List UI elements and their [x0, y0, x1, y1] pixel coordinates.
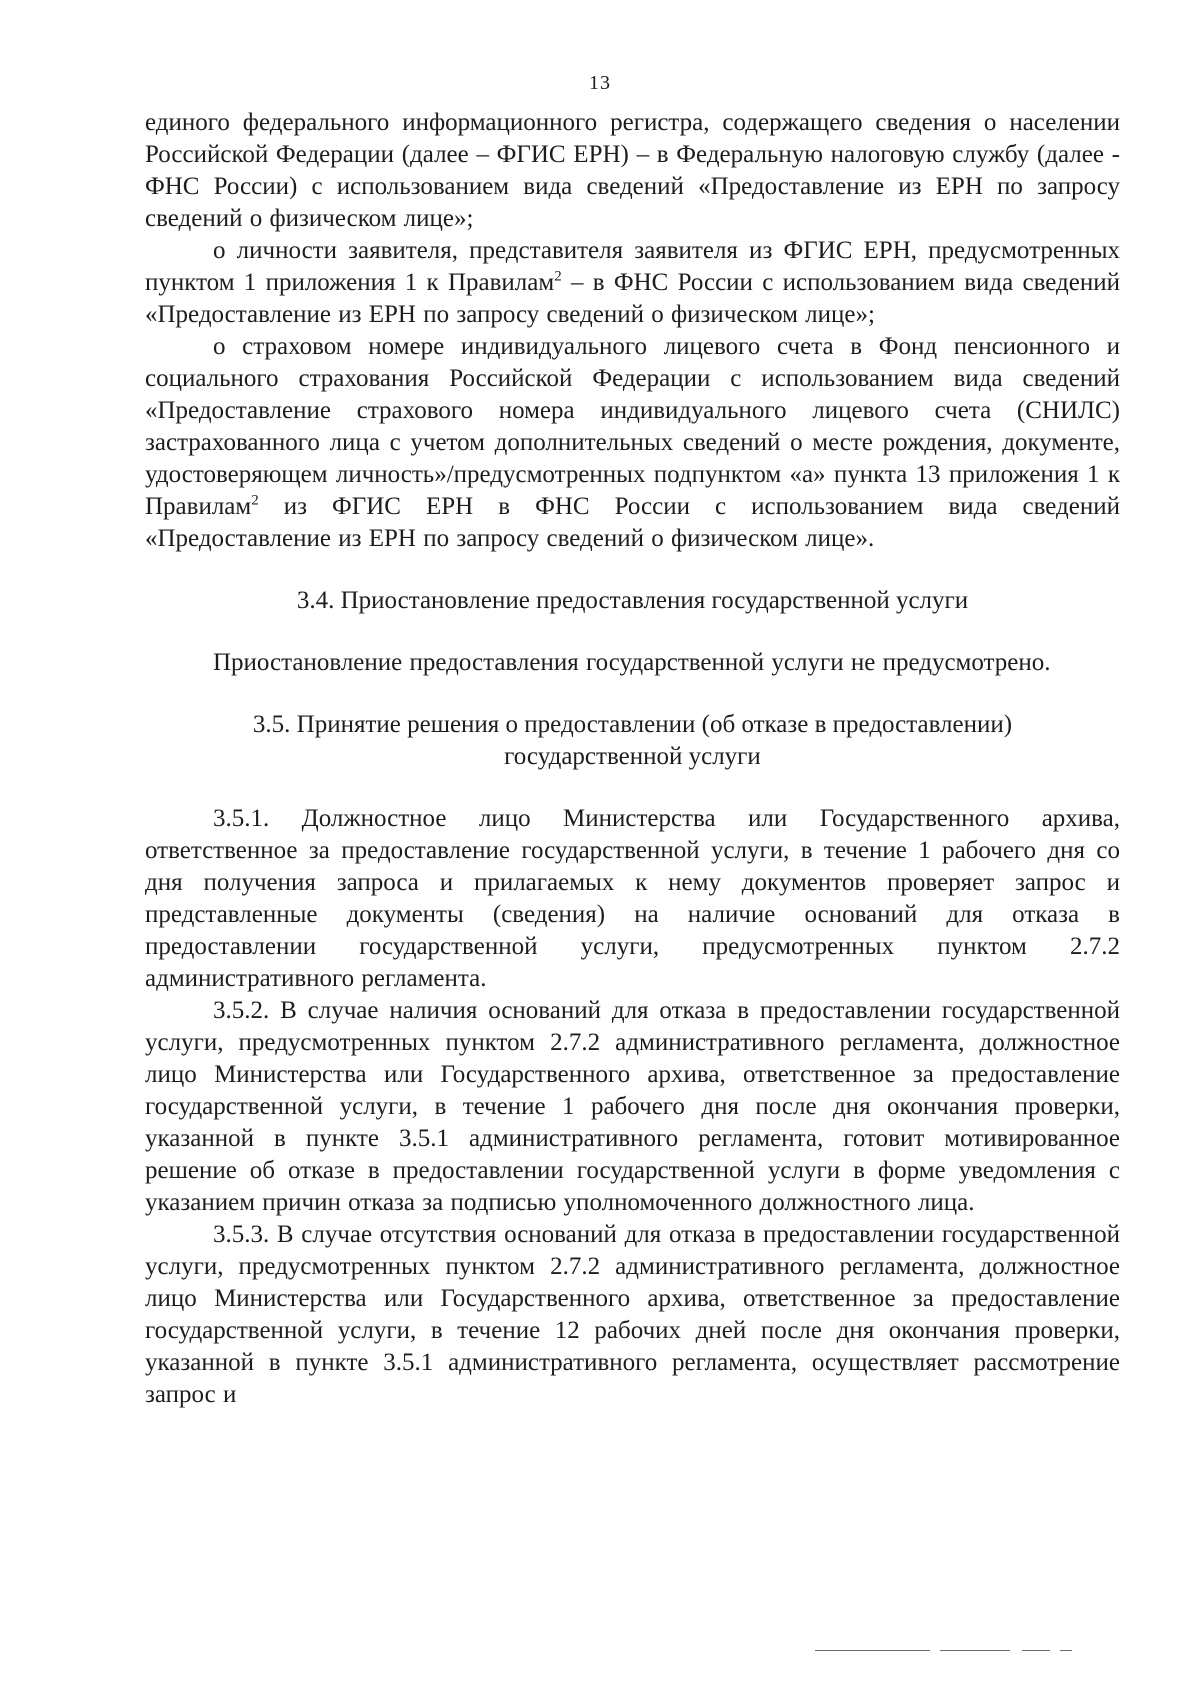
footer-rule: [1022, 1650, 1050, 1651]
paragraph-3-5-1: 3.5.1. Должностное лицо Министерства или Государственного архива, ответственное за предоставление государственной услуги, в течение 1 рабочего дня со дня получения запроса и прилагаемых к нему документов проверяет запрос и представленные документы (сведения) на наличие оснований для отказа в предоставлении государственной услуги, предусмотренных пунктом 2.7.2 административного регламента.: [145, 805, 1120, 992]
footer-rule: [815, 1650, 930, 1651]
document-body: [145, 107, 1120, 1411]
paragraph-text: – в ФНС России с использованием вида сведений «Предоставление из ЕРН по запросу сведений о физическом лице»;: [145, 269, 1120, 328]
footer-rule: [1060, 1650, 1072, 1651]
paragraph-text: из ФГИС ЕРН в ФНС России с использованием вида сведений «Предоставление из ЕРН по запросу сведений о физическом лице».: [145, 493, 1120, 552]
section-heading-line: 3.5. Принятие решения о предоставлении (об отказе в предоставлении): [252, 711, 1013, 738]
paragraph-suspension: Приостановление предоставления государственной услуги не предусмотрено.: [213, 649, 1051, 676]
paragraph-3-5-2: 3.5.2. В случае наличия оснований для отказа в предоставлении государственной услуги, предусмотренных пунктом 2.7.2 административного регламента, должностное лицо Министерства или Государственного архива, ответственное за предоставление государственной услуги, в течение 1 рабочего дня после дня окончания проверки, указанной в пункте 3.5.1 административного регламента, готовит мотивированное решение об отказе в предоставлении государственной услуги в форме уведомления с указанием причин отказа за подписью уполномоченного должностного лица.: [145, 997, 1120, 1216]
paragraph-text: о страховом номере индивидуального лицевого счета в Фонд пенсионного и социального страхования Российской Федерации с использованием вида сведений «Предоставление страхового номера индивидуального лицевого счета (СНИЛС) застрахованного лица с учетом дополнительных сведений о месте рождения, документе, удостоверяющем личность»/предусмотренных подпунктом «а» пункта 13 приложения 1 к Правилам: [145, 333, 1120, 520]
paragraph-3-5-3: 3.5.3. В случае отсутствия оснований для отказа в предоставлении государственной услуги, предусмотренных пунктом 2.7.2 административного регламента, должностное лицо Министерства или Государственного архива, ответственное за предоставление государственной услуги, в течение 12 рабочих дней после дня окончания проверки, указанной в пункте 3.5.1 административного регламента, осуществляет рассмотрение запрос и: [145, 1221, 1120, 1408]
section-heading-line: государственной услуги: [504, 743, 761, 770]
footnote-ref: 2: [251, 492, 259, 509]
section-heading-3-4: 3.4. Приостановление предоставления государственной услуги: [296, 587, 969, 614]
footnote-ref: 2: [554, 268, 562, 285]
paragraph-egrn-continuation: единого федерального информационного регистра, содержащего сведения о населении Российской Федерации (далее – ФГИС ЕРН) – в Федеральную налоговую службу (далее - ФНС России) с использованием вида сведений «Предоставление из ЕРН по запросу сведений о физическом лице»;: [145, 109, 1120, 232]
paragraph-applicant-identity: [145, 235, 1120, 331]
paragraph-text: о личности заявителя, представителя заявителя из ФГИС ЕРН, предусмотренных пунктом 1 приложения 1 к Правилам: [145, 237, 1120, 296]
section-heading-3-5: [145, 709, 1120, 773]
page-number: 13: [589, 72, 611, 94]
paragraph-snils: [145, 331, 1120, 555]
footer-rule: [940, 1650, 1010, 1651]
